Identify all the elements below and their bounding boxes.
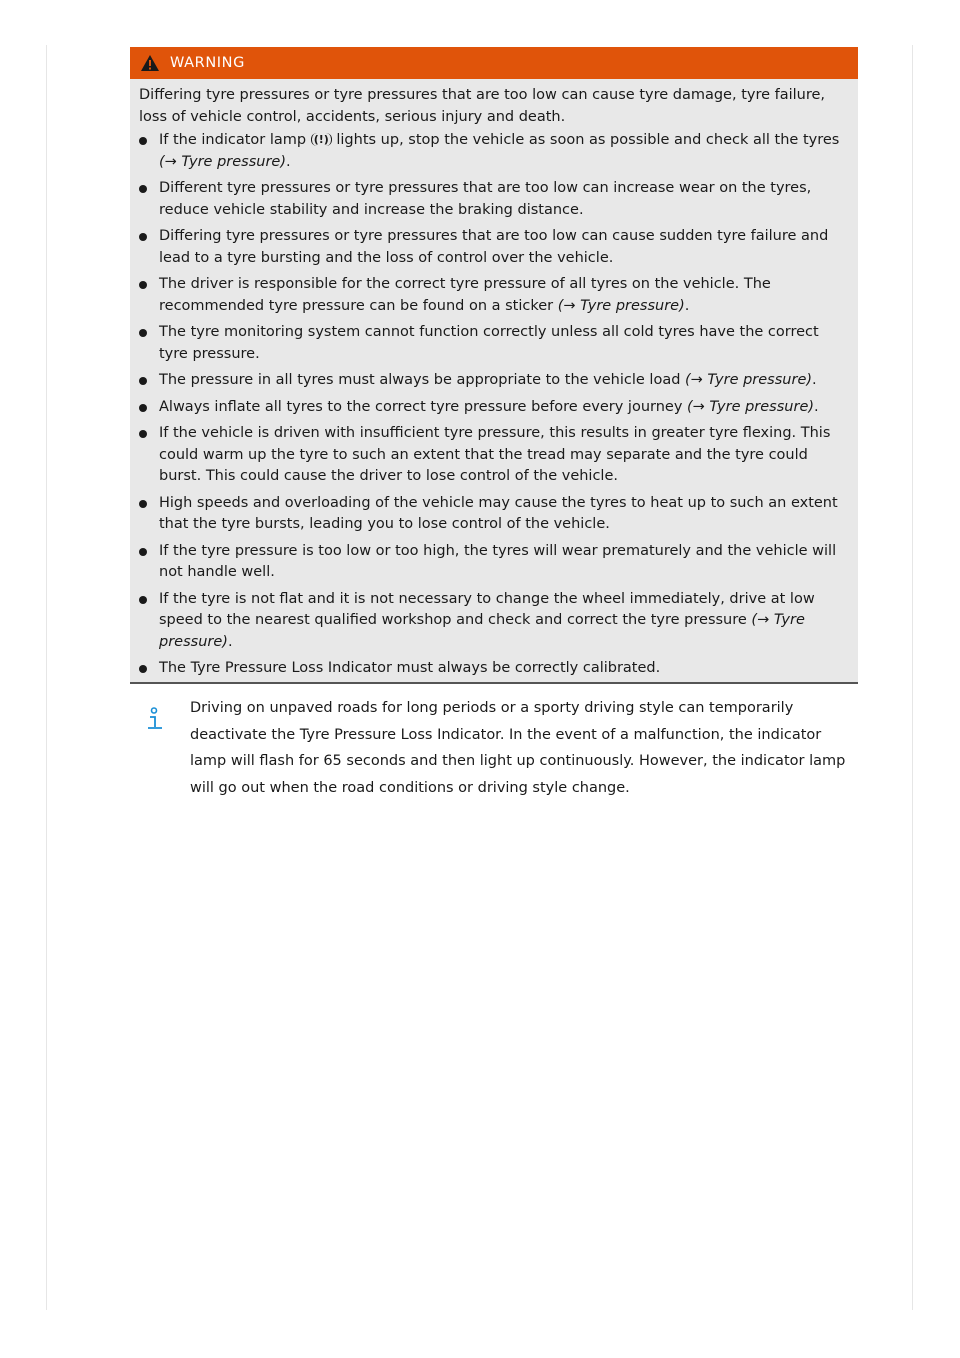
info-note [130,695,858,801]
warning-title: WARNING [170,55,245,71]
list-item: Differing tyre pressures or tyre pressures that are too low can cause sudden tyre failure and lead to a tyre bursting and the loss of control over the vehicle. [139,226,848,269]
warning-list [130,128,858,680]
cross-reference-link[interactable]: (→ Tyre pressure) [557,297,685,314]
page-margin-line-right [912,45,913,1310]
list-item: The Tyre Pressure Loss Indicator must always be correctly calibrated. [139,658,848,680]
list-item: The tyre monitoring system cannot function correctly unless all cold tyres have the correct tyre pressure. [139,322,848,365]
list-item: High speeds and overloading of the vehicle may cause the tyres to heat up to such an extent that the tyre bursts, leading you to lose control of the vehicle. [139,493,848,536]
note-text: Driving on unpaved roads for long periods or a sporty driving style can temporarily deactivate the Tyre Pressure Loss Indicator. In the event of a malfunction, the indicator lamp will flash for 65 seconds and then light up continuously. However, the indicator lamp will go out when the road conditions or driving style change. [190,700,846,796]
cross-reference-link[interactable]: (→ Tyre pressure) [159,612,805,650]
list-item: If the tyre is not flat and it is not necessary to change the wheel immediately, drive at low speed to the nearest qualified workshop and check and correct the tyre pressure (→ Tyre pressure). [139,589,848,654]
list-item: Different tyre pressures or tyre pressures that are too low can increase wear on the tyres, reduce vehicle stability and increase the braking distance. [139,178,848,221]
warning-intro: Differing tyre pressures or tyre pressures that are too low can cause tyre damage, tyre failure, loss of vehicle control, accidents, serious injury and death. [139,87,826,125]
cross-reference-link[interactable]: (→ Tyre pressure) [685,372,813,388]
list-item: If the vehicle is driven with insufficient tyre pressure, this results in greater tyre flexing. This could warm up the tyre to such an extent that the tread may separate and the tyre could burst. This could cause the driver to lose control of the vehicle. [139,423,848,488]
list-item: The pressure in all tyres must always be appropriate to the vehicle load (→ Tyre pressure). [139,370,848,392]
list-item: If the tyre pressure is too low or too high, the tyres will wear prematurely and the vehicle will not handle well. [139,541,848,584]
warning-box [130,47,858,684]
warning-triangle-icon [140,54,160,72]
list-item: Always inflate all tyres to the correct tyre pressure before every journey (→ Tyre pressure). [139,397,848,419]
cross-reference-link[interactable]: (→ Tyre pressure) [159,153,287,170]
warning-header [130,47,858,79]
cross-reference-link[interactable]: (→ Tyre pressure) [687,398,815,415]
info-icon [143,707,165,731]
tyre-pressure-lamp-icon: (!) [311,133,332,146]
list-item: If the indicator lamp (!) lights up, stop the vehicle as soon as possible and check all the tyres (→ Tyre pressure). [139,130,848,173]
page-margin-line-left [46,45,47,1310]
list-item: The driver is responsible for the correct tyre pressure of all tyres on the vehicle. The recommended tyre pressure can be found on a sticker (→ Tyre pressure). [139,274,848,317]
